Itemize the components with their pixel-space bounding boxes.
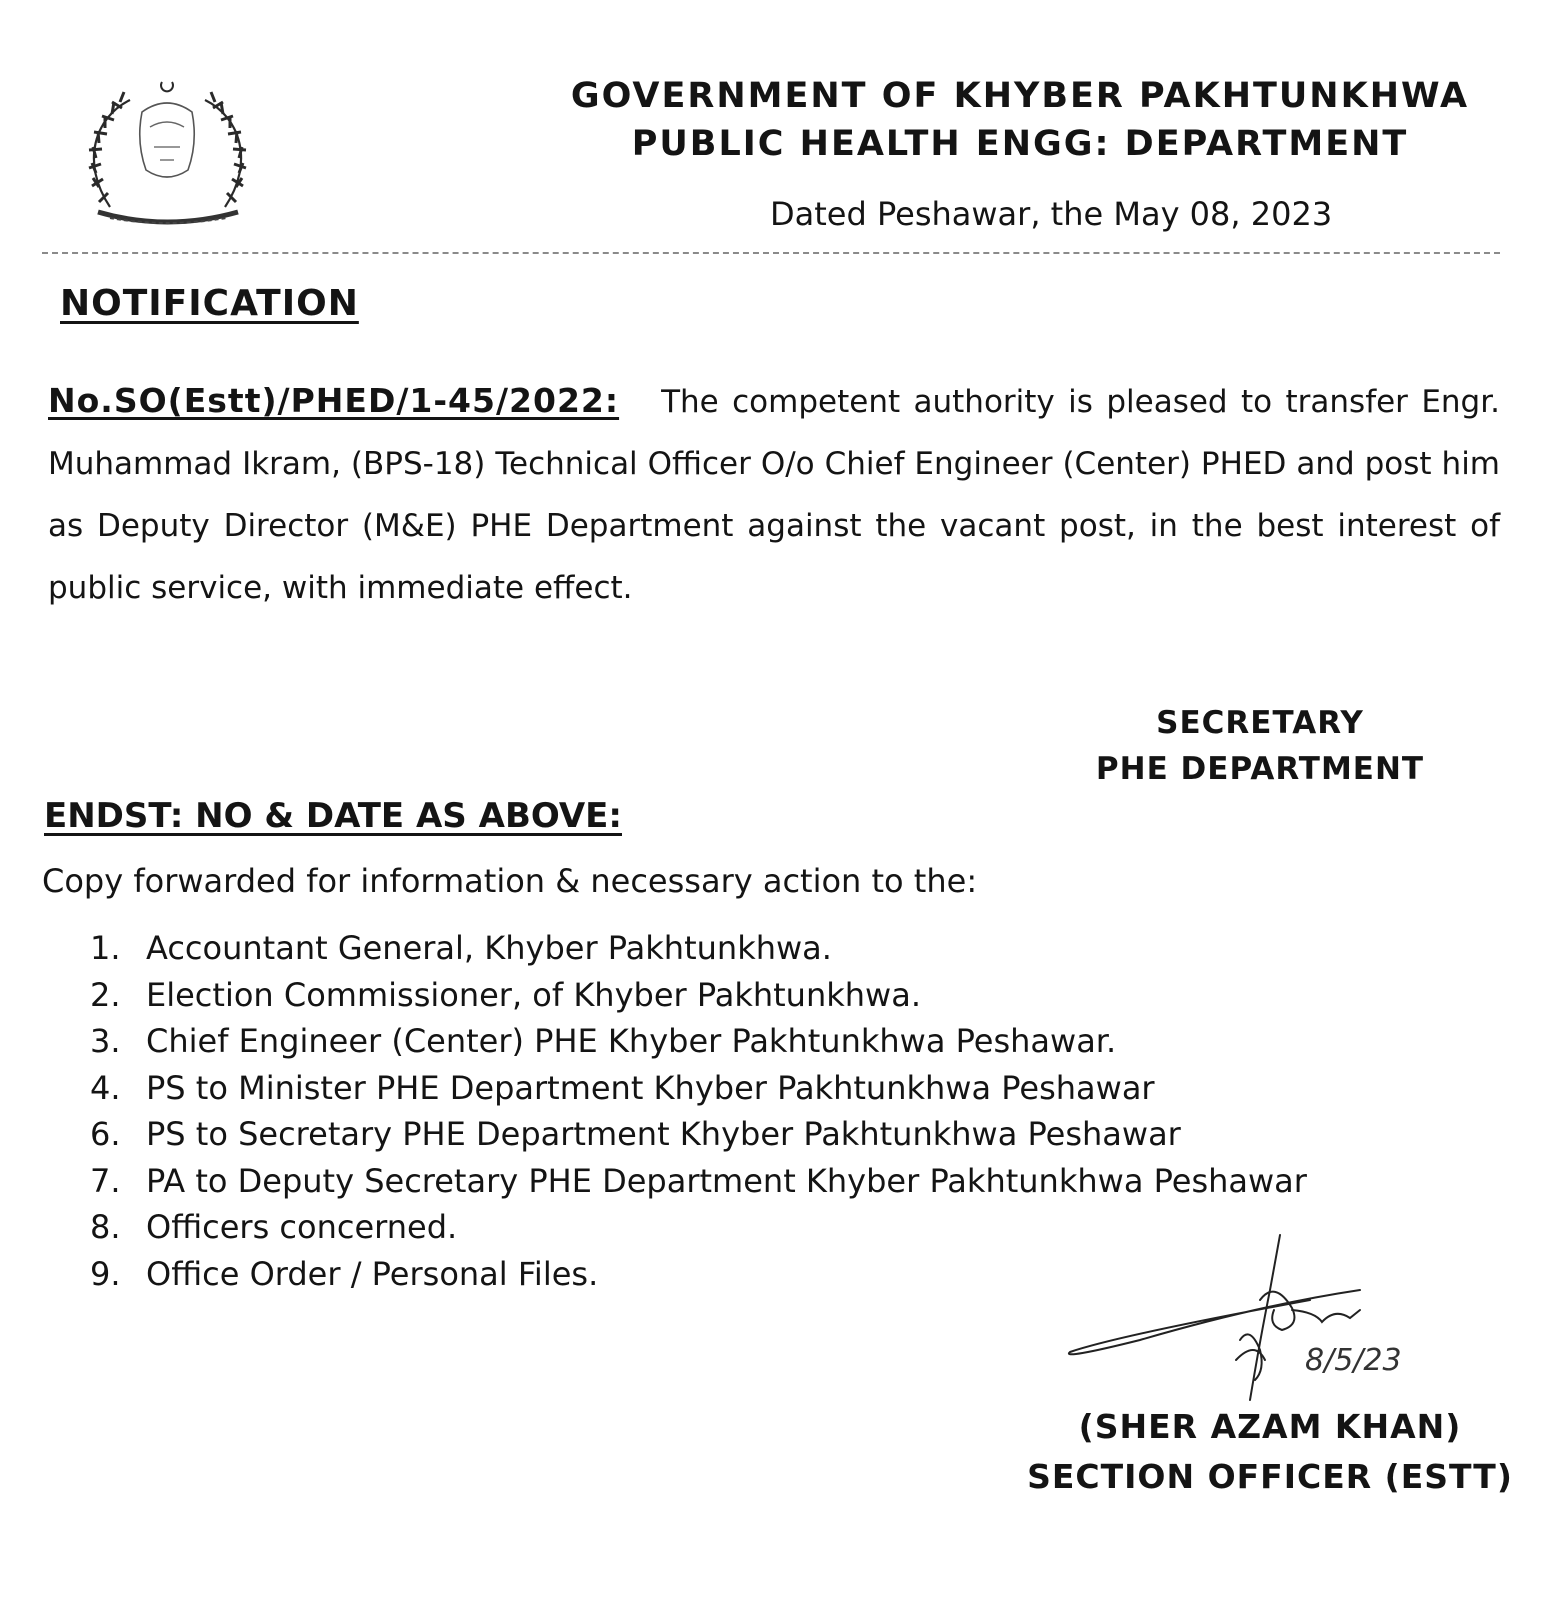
- item-text: PS to Secretary PHE Department Khyber Pakhtunkhwa Peshawar: [146, 1115, 1181, 1153]
- dated-line: Dated Peshawar, the May 08, 2023: [770, 195, 1333, 233]
- signatory-block: [1020, 1402, 1520, 1502]
- list-item: [90, 1158, 1307, 1205]
- list-item: [90, 1018, 1307, 1065]
- notification-text: The competent authority is pleased to transfer Engr. Muhammad Ikram, (BPS-18) Technical Officer O/o Chief Engineer (Center) PHED and post him as Deputy Director (M&E) PHE Department against the vacant post, in the best interest of public service, with immediate effect.: [48, 384, 1500, 606]
- letterhead: [520, 72, 1520, 168]
- signatory-name: (SHER AZAM KHAN): [1078, 1407, 1462, 1446]
- secretary-block: [1080, 700, 1440, 792]
- item-number: 7.: [90, 1161, 121, 1200]
- list-item: [90, 1111, 1307, 1158]
- item-number: 1.: [90, 929, 121, 967]
- list-item: [90, 972, 1307, 1019]
- item-number: 2.: [90, 975, 121, 1014]
- item-number: 8.: [90, 1208, 121, 1246]
- list-item: [90, 1065, 1307, 1112]
- item-text: Office Order / Personal Files.: [146, 1254, 599, 1293]
- item-text: Officers concerned.: [146, 1208, 458, 1246]
- notification-body: [48, 370, 1500, 619]
- item-text: Accountant General, Khyber Pakhtunkhwa.: [146, 929, 832, 967]
- item-text: Election Commissioner, of Khyber Pakhtunkhwa.: [146, 975, 921, 1014]
- header-divider: [42, 252, 1500, 254]
- item-number: 6.: [90, 1115, 121, 1153]
- item-number: 9.: [90, 1254, 121, 1293]
- handwritten-signature: [1060, 1230, 1480, 1410]
- endorsement-intro: Copy forwarded for information & necessary action to the:: [42, 862, 978, 900]
- item-number: 4.: [90, 1068, 121, 1107]
- letterhead-government: GOVERNMENT OF KHYBER PAKHTUNKHWA: [570, 76, 1470, 116]
- signature-date: 8/5/23: [1305, 1343, 1402, 1378]
- item-number: 3.: [90, 1022, 121, 1060]
- item-text: Chief Engineer (Center) PHE Khyber Pakhtunkhwa Peshawar.: [146, 1022, 1117, 1060]
- government-emblem-icon: [70, 72, 265, 232]
- secretary-title: SECRETARY: [1156, 705, 1364, 741]
- notification-title: NOTIFICATION: [60, 283, 359, 324]
- item-text: PA to Deputy Secretary PHE Department Khyber Pakhtunkhwa Peshawar: [146, 1161, 1307, 1200]
- signatory-designation: SECTION OFFICER (ESTT): [1027, 1457, 1513, 1496]
- letterhead-department: PUBLIC HEALTH ENGG: DEPARTMENT: [631, 124, 1409, 164]
- item-text: PS to Minister PHE Department Khyber Pakhtunkhwa Peshawar: [146, 1068, 1155, 1107]
- endorsement-title: ENDST: NO & DATE AS ABOVE:: [44, 796, 622, 836]
- secretary-department: PHE DEPARTMENT: [1095, 751, 1425, 787]
- list-item: [90, 925, 1307, 972]
- reference-number: No.SO(Estt)/PHED/1-45/2022:: [48, 381, 620, 420]
